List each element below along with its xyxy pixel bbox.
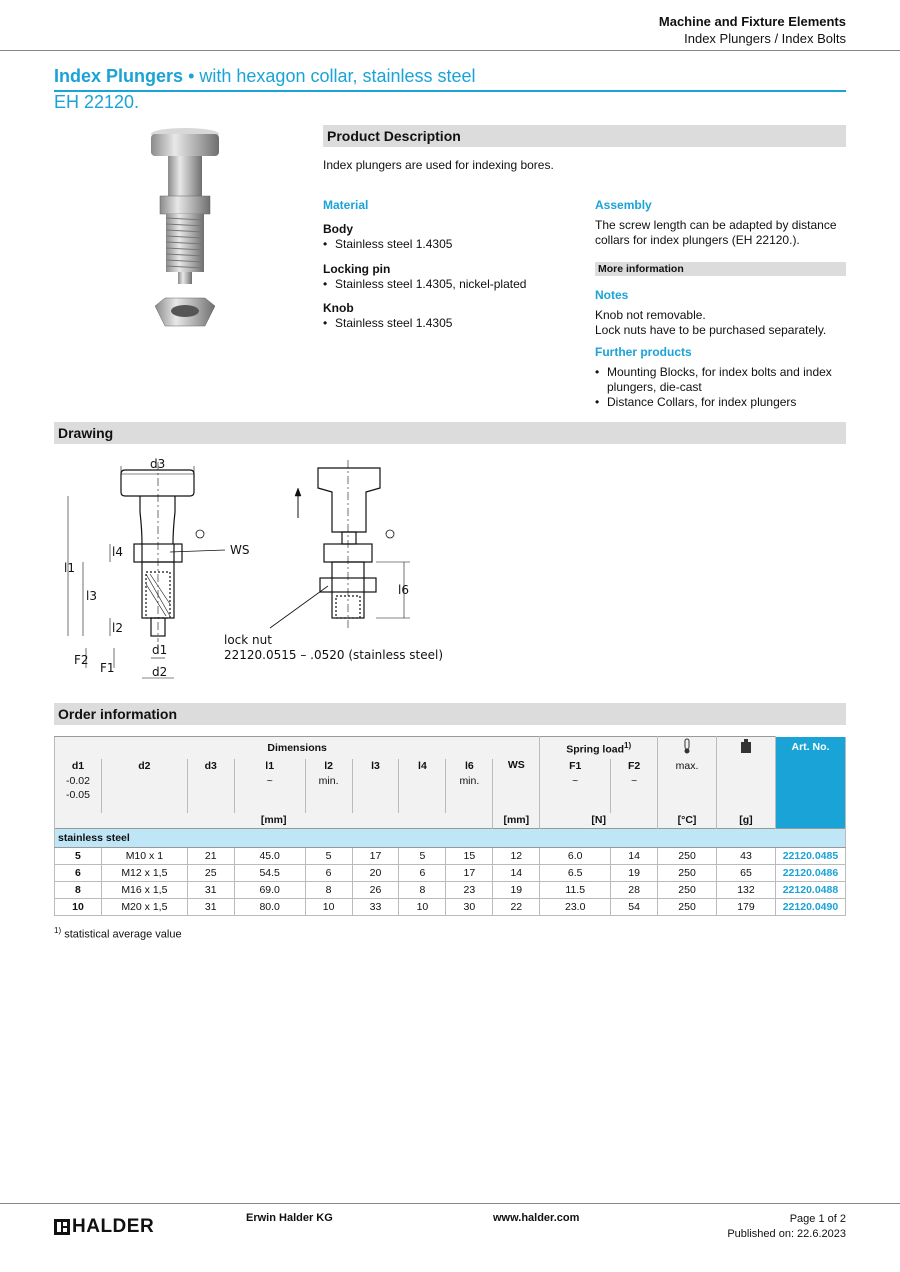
table-row: 10 M20 x 1,5 31 80.0 10 33 10 30 22 23.0 54 250 179 22120.0490 bbox=[55, 899, 846, 916]
material-heading: Material bbox=[323, 198, 369, 212]
assembly-heading: Assembly bbox=[595, 198, 652, 212]
approx-l1: ~ bbox=[234, 774, 305, 789]
label-lock-nut: lock nut bbox=[224, 633, 272, 647]
product-code: EH 22120. bbox=[54, 92, 140, 112]
label-f1: F1 bbox=[100, 661, 115, 675]
col-d3: d3 bbox=[187, 759, 234, 774]
header-subcategory: Index Plungers / Index Bolts bbox=[684, 31, 846, 46]
assembly-text: The screw length can be adapted by distance collars for index plungers (EH 22120.). bbox=[595, 218, 837, 247]
min-l6: min. bbox=[446, 774, 493, 789]
unit-c: [°C] bbox=[658, 813, 717, 829]
title-main: Index Plungers bbox=[54, 66, 184, 86]
min-l2: min. bbox=[305, 774, 352, 789]
spring-load-footnote-mark: 1) bbox=[624, 740, 632, 750]
table-row: 6 M12 x 1,5 25 54.5 6 20 6 17 14 6.5 19 250 65 22120.0486 bbox=[55, 865, 846, 882]
col-l4: l4 bbox=[399, 759, 446, 774]
footer-divider bbox=[0, 1203, 900, 1204]
footer-company: Erwin Halder KG bbox=[246, 1212, 333, 1224]
tol-d1-lower: -0.05 bbox=[55, 789, 102, 813]
col-weight bbox=[717, 759, 776, 774]
title-separator: • bbox=[188, 66, 195, 86]
footer-website-link[interactable]: www.halder.com bbox=[493, 1212, 580, 1224]
halder-logo bbox=[54, 1216, 154, 1238]
label-l4: l4 bbox=[112, 545, 123, 559]
col-f1: F1 bbox=[540, 759, 611, 774]
header-divider bbox=[0, 50, 900, 51]
order-table bbox=[54, 736, 846, 916]
assembly-section bbox=[595, 198, 846, 248]
footnote bbox=[54, 926, 182, 941]
label-l3: l3 bbox=[86, 589, 97, 603]
label-ws: WS bbox=[230, 543, 250, 557]
product-description-heading: Product Description bbox=[323, 125, 846, 147]
title-sub: with hexagon collar, stainless steel bbox=[199, 66, 476, 86]
header-ws: WS bbox=[493, 759, 540, 774]
approx-f1: ~ bbox=[540, 774, 611, 789]
further-link-distance-collars[interactable]: • Distance Collars, for index plungers bbox=[595, 395, 846, 410]
unit-g: [g] bbox=[717, 813, 776, 829]
label-l2: l2 bbox=[112, 621, 123, 635]
notes-line-1: Knob not removable. bbox=[595, 308, 706, 322]
knob-label: Knob bbox=[323, 301, 354, 315]
footer-page-number: Page 1 of 2 bbox=[789, 1213, 846, 1225]
label-lock-nut-code: 22120.0515 – .0520 (stainless steel) bbox=[224, 648, 444, 662]
footnote-text: statistical average value bbox=[64, 928, 182, 941]
footnote-mark: 1) bbox=[54, 926, 62, 935]
technical-drawing bbox=[50, 452, 450, 692]
tol-d1-upper: -0.02 bbox=[55, 774, 102, 789]
notes-line-2: Lock nuts have to be purchased separately. bbox=[595, 323, 827, 337]
notes-section bbox=[595, 288, 846, 410]
drawing-heading: Drawing bbox=[54, 422, 846, 444]
label-d1: d1 bbox=[152, 643, 168, 657]
further-heading: Further products bbox=[595, 345, 692, 359]
col-l2: l2 bbox=[305, 759, 352, 774]
order-table-wrapper bbox=[54, 736, 846, 916]
footer-page-info bbox=[727, 1212, 846, 1242]
art-no-link[interactable]: 22120.0486 bbox=[775, 865, 845, 882]
art-no-link[interactable]: 22120.0488 bbox=[775, 882, 845, 899]
more-info-heading: More information bbox=[595, 262, 846, 276]
unit-ws-mm: [mm] bbox=[493, 813, 540, 829]
knob-material: • Stainless steel 1.4305 bbox=[323, 316, 573, 331]
material-section bbox=[323, 198, 573, 331]
col-l3: l3 bbox=[352, 759, 399, 774]
label-f2: F2 bbox=[74, 653, 89, 667]
spring-load-label: Spring load bbox=[566, 743, 624, 755]
label-l6: l6 bbox=[398, 583, 409, 597]
table-row: 8 M16 x 1,5 31 69.0 8 26 8 23 19 11.5 28 250 132 22120.0488 bbox=[55, 882, 846, 899]
notes-heading: Notes bbox=[595, 288, 629, 302]
order-info-heading: Order information bbox=[54, 703, 846, 725]
pin-material: • Stainless steel 1.4305, nickel-plated bbox=[323, 277, 573, 292]
col-d2: d2 bbox=[101, 759, 187, 774]
col-l6: l6 bbox=[446, 759, 493, 774]
table-row: 5 M10 x 1 21 45.0 5 17 5 15 12 6.0 14 250 43 22120.0485 bbox=[55, 848, 846, 865]
label-d3: d3 bbox=[150, 457, 166, 471]
further-link-mounting-blocks[interactable]: • Mounting Blocks, for index bolts and index plungers, die-cast bbox=[595, 365, 846, 395]
halder-logo-text: HALDER bbox=[72, 1216, 155, 1237]
art-no-link[interactable]: 22120.0485 bbox=[775, 848, 845, 865]
unit-mm: [mm] bbox=[55, 813, 493, 829]
col-temp-max: max. bbox=[658, 759, 717, 774]
body-label: Body bbox=[323, 222, 353, 236]
header-spring-load bbox=[540, 737, 658, 759]
header-category: Machine and Fixture Elements bbox=[658, 14, 846, 29]
body-material: • Stainless steel 1.4305 bbox=[323, 237, 573, 252]
col-d1: d1 bbox=[55, 759, 102, 774]
header-dimensions: Dimensions bbox=[55, 737, 540, 759]
unit-n: [N] bbox=[540, 813, 658, 829]
page-title bbox=[54, 66, 476, 87]
header-art-no: Art. No. bbox=[775, 737, 845, 829]
footer-published: Published on: 22.6.2023 bbox=[727, 1228, 846, 1240]
product-photo bbox=[145, 126, 225, 336]
halder-logo-icon bbox=[54, 1219, 70, 1235]
col-f2: F2 bbox=[611, 759, 658, 774]
page-header bbox=[659, 14, 846, 46]
col-l1: l1 bbox=[234, 759, 305, 774]
label-l1: l1 bbox=[64, 561, 75, 575]
title-rule bbox=[54, 90, 846, 92]
art-no-link[interactable]: 22120.0490 bbox=[775, 899, 845, 916]
group-stainless-steel: stainless steel bbox=[55, 829, 846, 848]
weight-icon bbox=[717, 737, 776, 759]
pin-label: Locking pin bbox=[323, 262, 391, 276]
approx-f2: ~ bbox=[611, 774, 658, 789]
temperature-icon bbox=[658, 737, 717, 759]
product-description-text: Index plungers are used for indexing bores. bbox=[323, 158, 554, 172]
label-d2: d2 bbox=[152, 665, 168, 679]
